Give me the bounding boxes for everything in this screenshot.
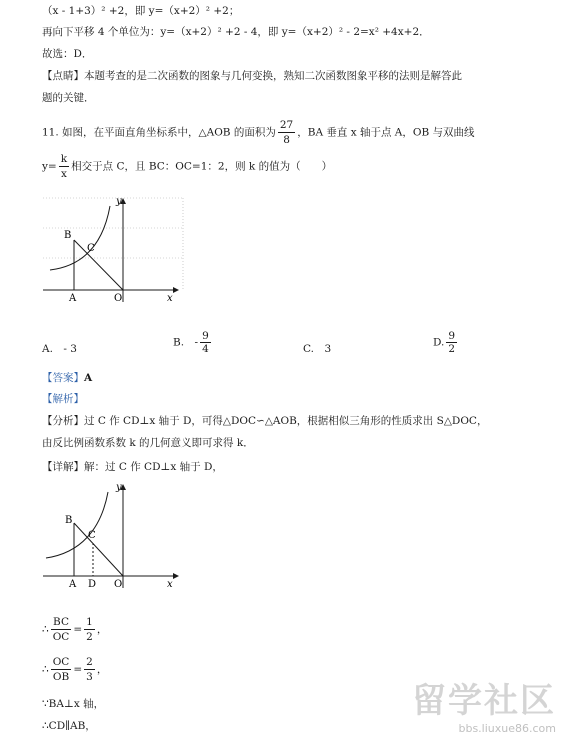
label-y: y <box>116 482 122 493</box>
k-numerator: k <box>60 153 68 165</box>
fenxi-line-2: 由反比例函数系数 k 的几何意义即可求得 k． <box>42 437 254 449</box>
label-C: C <box>88 530 96 541</box>
step-3: ∵BA⊥x 轴， <box>42 698 105 710</box>
step-2 <box>42 655 107 684</box>
option-d-fraction <box>446 330 457 355</box>
label-D: D <box>88 579 97 590</box>
question-11-line-2 <box>42 152 332 181</box>
figure-1-grid <box>43 198 183 290</box>
analysis-tag: 【解析】 <box>42 393 84 405</box>
option-b <box>173 330 213 355</box>
figure-1 <box>38 190 188 310</box>
option-c: C. 3 <box>303 343 332 355</box>
step-1-right-denominator: 2 <box>86 631 93 643</box>
label-y: y <box>116 196 122 207</box>
text-line-3: 故选：D． <box>42 48 93 60</box>
answer-value: A <box>84 372 93 384</box>
step-2-left-denominator: OB <box>51 669 72 684</box>
detail-tag: 【详解】 <box>42 461 84 473</box>
step-1-left-numerator: BC <box>53 616 69 628</box>
figure-2 <box>38 478 188 598</box>
k-denominator: x <box>59 166 69 181</box>
site-watermark <box>412 673 556 735</box>
option-b-prefix: B. - <box>173 336 199 349</box>
label-C: C <box>87 243 95 254</box>
label-B: B <box>64 230 72 241</box>
step-1-therefore: ∴ <box>42 623 49 636</box>
label-x: x <box>167 293 173 304</box>
label-x: x <box>167 579 173 590</box>
area-denominator: 8 <box>278 132 295 147</box>
step-2-left-fraction <box>51 655 72 684</box>
label-O: O <box>114 293 123 304</box>
answer-line <box>42 371 92 385</box>
step-2-end: ， <box>96 663 108 676</box>
answer-tag: 【答案】 <box>42 372 84 384</box>
segment-OB <box>74 240 123 290</box>
option-d <box>433 330 459 355</box>
step-2-right-fraction <box>84 655 95 684</box>
option-d-prefix: D. <box>433 336 445 349</box>
question-11-suffix: ，BA 垂直 x 轴于点 A，OB 与双曲线 <box>297 126 475 139</box>
step-2-left-numerator: OC <box>52 656 70 668</box>
step-2-therefore: ∴ <box>42 663 49 676</box>
fenxi-text: 过 C 作 CD⊥x 轴于 D，可得△DOC∽△AOB，根据相似三角形的性质求出 S△DOC， <box>84 415 488 427</box>
option-b-fraction <box>200 330 211 355</box>
text-line-4: 【点睛】本题考查的是二次函数的图象与几何变换，熟知二次函数图象平移的法则是解答此 <box>42 70 462 82</box>
step-1 <box>42 615 107 644</box>
label-B: B <box>65 515 73 526</box>
fenxi-tag: 【分析】 <box>42 415 84 427</box>
step-4: ∴CD∥AB， <box>42 720 96 732</box>
step-1-right-fraction <box>84 615 95 644</box>
hyperbola-curve <box>46 492 108 558</box>
label-A: A <box>69 293 77 304</box>
step-1-end: ， <box>96 623 108 636</box>
step-2-right-numerator: 2 <box>86 656 93 668</box>
step-2-equals: = <box>73 663 83 676</box>
x-axis-arrow <box>173 287 179 293</box>
option-d-numerator: 9 <box>448 330 456 342</box>
detail-text: 解：过 C 作 CD⊥x 轴于 D， <box>84 461 223 473</box>
hyperbola-curve <box>50 206 110 270</box>
curve-prefix: y= <box>42 160 57 173</box>
step-1-equals: = <box>73 623 83 636</box>
step-2-right-denominator: 3 <box>86 671 93 683</box>
watermark-logo-text: 留学社区 <box>412 681 556 721</box>
watermark-url: bbs.liuxue86.com <box>458 722 556 735</box>
step-1-right-numerator: 1 <box>86 616 93 628</box>
step-1-left-denominator: OC <box>52 631 70 643</box>
question-11-prefix: 11. 如图，在平面直角坐标系中，△AOB 的面积为 <box>42 126 276 139</box>
label-A: A <box>69 579 77 590</box>
text-line-1: （x - 1+3）² +2，即 y=（x+2）² +2； <box>42 5 240 17</box>
option-d-denominator: 2 <box>448 343 456 355</box>
x-axis-arrow <box>173 573 179 579</box>
area-fraction <box>278 118 295 147</box>
curve-suffix: 相交于点 C，且 BC：OC=1：2，则 k 的值为（ ） <box>71 160 333 173</box>
option-b-denominator: 4 <box>202 343 209 355</box>
detail-line <box>42 460 223 474</box>
text-line-5: 题的关键． <box>42 92 95 104</box>
option-a: A. - 3 <box>42 343 77 355</box>
step-1-left-fraction <box>51 615 72 644</box>
segment-OB <box>74 523 123 576</box>
label-O: O <box>114 579 123 590</box>
area-numerator: 27 <box>279 119 294 131</box>
question-11-line-1 <box>42 118 475 147</box>
text-line-2: 再向下平移 4 个单位为：y=（x+2）² +2 - 4，即 y=（x+2）² - 2=x² +4x+2． <box>42 26 430 38</box>
fenxi-line-1 <box>42 414 487 428</box>
option-b-numerator: 9 <box>202 330 209 342</box>
k-fraction <box>59 152 69 181</box>
